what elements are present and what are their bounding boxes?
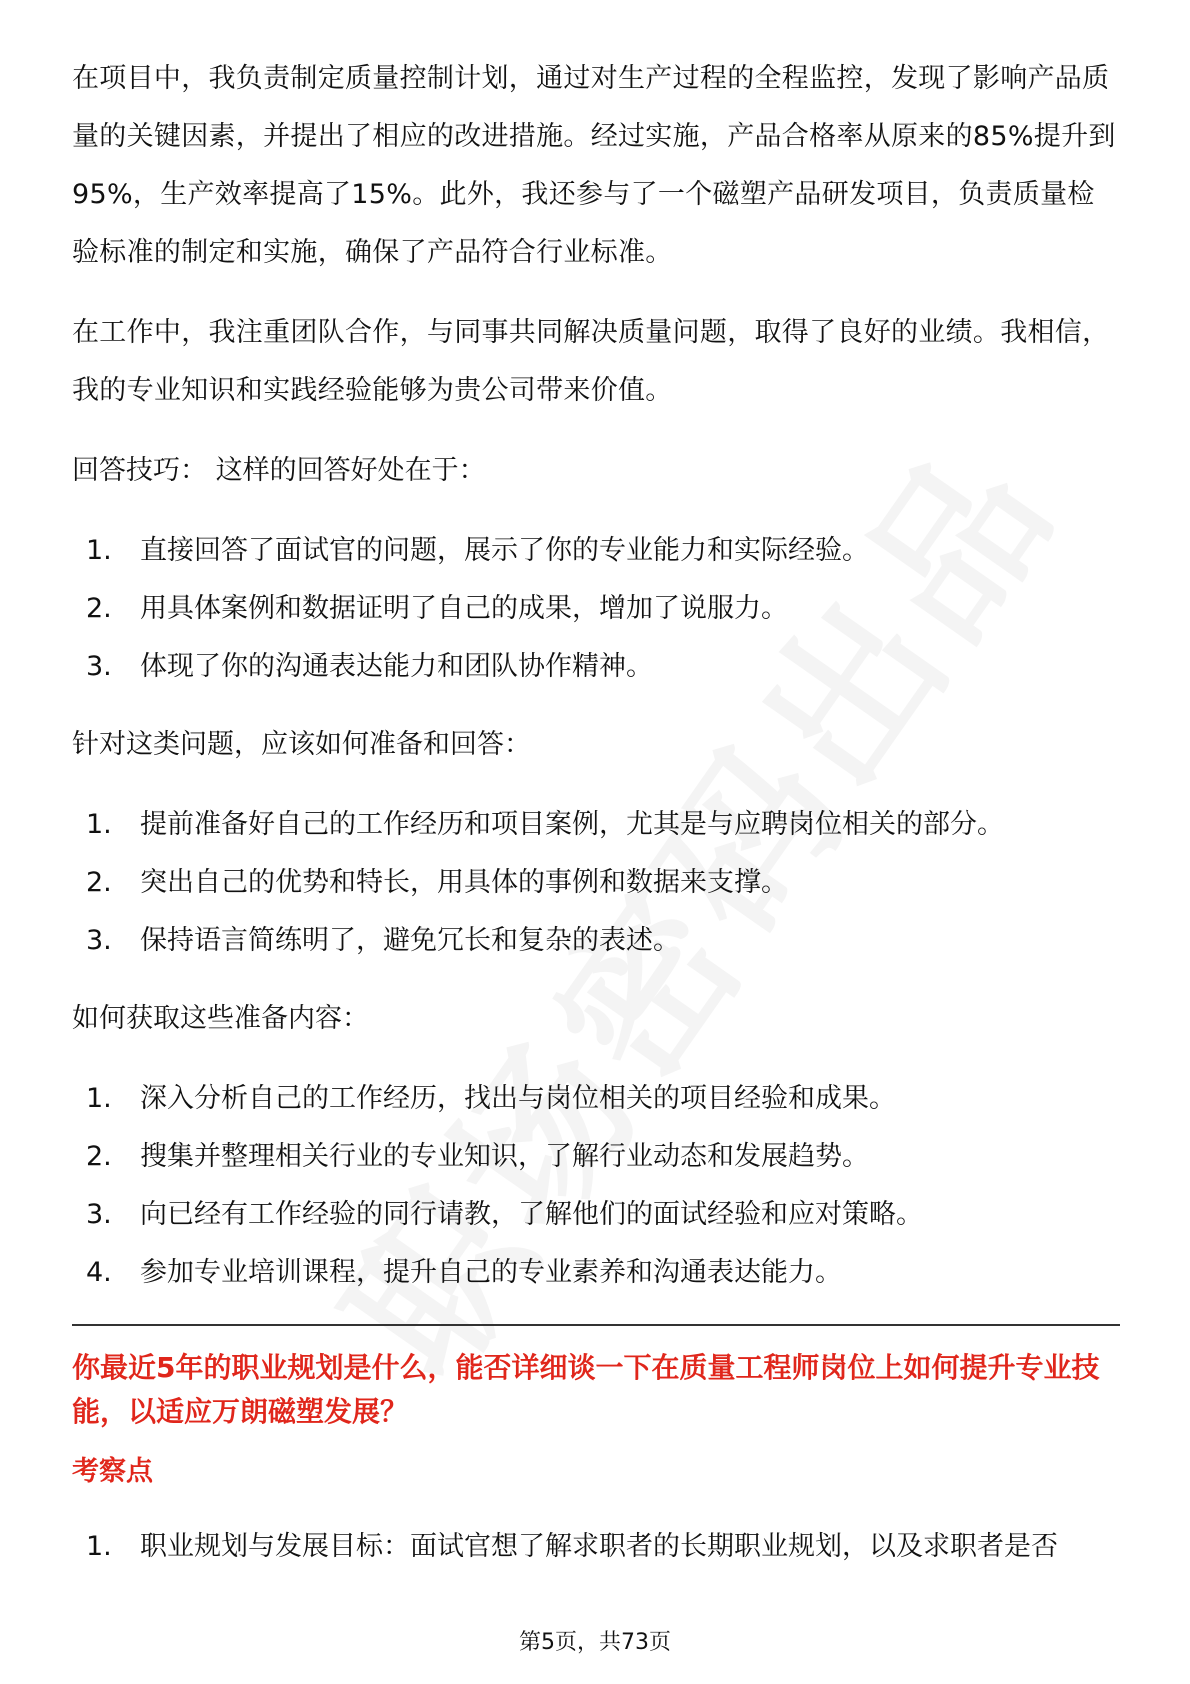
section-divider	[72, 1324, 1120, 1326]
source-list	[72, 1070, 1120, 1302]
list-item: 2. 突出自己的优势和特长，用具体的事例和数据来支撑。	[86, 867, 788, 898]
source-heading: 如何获取这些准备内容：	[72, 1003, 369, 1034]
list-item: 1. 深入分析自己的工作经历，找出与岗位相关的项目经验和成果。	[86, 1083, 896, 1114]
list-item: 3. 体现了你的沟通表达能力和团队协作精神。	[86, 651, 653, 682]
list-item: 3. 保持语言简练明了，避免冗长和复杂的表述。	[86, 925, 680, 956]
document-body	[72, 50, 1120, 1596]
tips-list	[72, 522, 1120, 696]
list-item: 1. 直接回答了面试官的问题，展示了你的专业能力和实际经验。	[86, 535, 869, 566]
intro-paragraph-1: 在项目中，我负责制定质量控制计划，通过对生产过程的全程监控，发现了影响产品质量的关键因素，并提出了相应的改进措施。经过实施，产品合格率从原来的85%提升到95%，生产效率提高了15%。此外，我还参与了一个磁塑产品研发项目，负责质量检验标准的制定和实施，确保了产品符合行业标准。	[72, 63, 1116, 268]
prep-heading: 针对这类问题，应该如何准备和回答：	[72, 729, 531, 760]
list-item: 1. 提前准备好自己的工作经历和项目案例，尤其是与应聘岗位相关的部分。	[86, 809, 1004, 840]
list-item: 2. 用具体案例和数据证明了自己的成果，增加了说服力。	[86, 593, 788, 624]
focus-heading: 考察点	[72, 1456, 153, 1487]
focus-list	[72, 1518, 1120, 1576]
list-item: 4. 参加专业培训课程，提升自己的专业素养和沟通表达能力。	[86, 1257, 842, 1288]
prep-list	[72, 796, 1120, 970]
list-item: 3. 向已经有工作经验的同行请教，了解他们的面试经验和应对策略。	[86, 1199, 923, 1230]
intro-paragraph-2: 在工作中，我注重团队合作，与同事共同解决质量问题，取得了良好的业绩。我相信，我的专业知识和实践经验能够为贵公司带来价值。	[72, 317, 1110, 406]
list-item: 1. 职业规划与发展目标：面试官想了解求职者的长期职业规划，以及求职者是否	[86, 1531, 1058, 1562]
list-item: 2. 搜集并整理相关行业的专业知识，了解行业动态和发展趋势。	[86, 1141, 869, 1172]
tips-heading: 回答技巧： 这样的回答好处在于：	[72, 455, 486, 486]
page-number: 第5页，共73页	[519, 1630, 671, 1655]
question-title: 你最近5年的职业规划是什么，能否详细谈一下在质量工程师岗位上如何提升专业技能，以适应万朗磁塑发展？	[72, 1351, 1100, 1428]
